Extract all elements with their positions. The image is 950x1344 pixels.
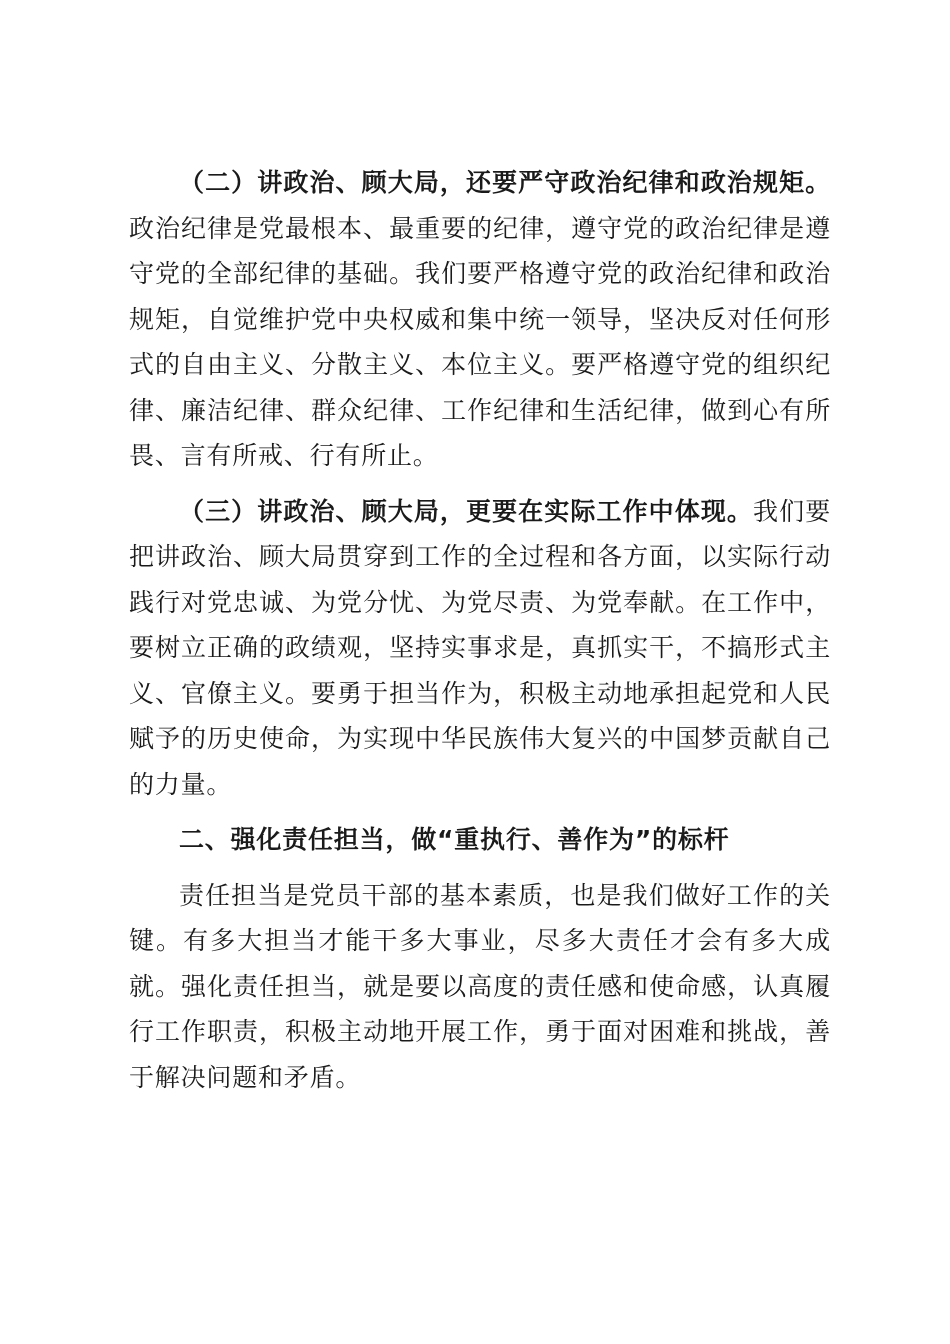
paragraph-body: 我们要把讲政治、顾大局贯穿到工作的全过程和各方面，以实际行动践行对党忠诚、为党分忧、为党尽责、为党奉献。在工作中，要树立正确的政绩观，坚持实事求是，真抓实干，不搞形式主义、官僚主义。要勇于担当作为，积极主动地承担起党和人民赋予的历史使命，为实现中华民族伟大复兴的中国梦贡献自己的力量。 xyxy=(129,496,831,799)
paragraph-lead: （二）讲政治、顾大局，还要严守政治纪律和政治规矩。 xyxy=(179,168,831,197)
paragraph-body: 政治纪律是党最根本、最重要的纪律，遵守党的政治纪律是遵守党的全部纪律的基础。我们要严格遵守党的政治纪律和政治规矩，自觉维护党中央权威和集中统一领导，坚决反对任何形式的自由主义、分散主义、本位主义。要严格遵守党的组织纪律、廉洁纪律、群众纪律、工作纪律和生活纪律，做到心有所畏、言有所戒、行有所止。 xyxy=(129,213,831,470)
section-heading: 二、强化责任担当，做“重执行、善作为”的标杆 xyxy=(179,825,730,854)
paragraph-responsibility: 责任担当是党员干部的基本素质，也是我们做好工作的关键。有多大担当才能干多大事业，尽多大责任才会有多大成就。强化责任担当，就是要以高度的责任感和使命感，认真履行工作职责，积极主动地开展工作，勇于面对困难和挑战，善于解决问题和矛盾。 xyxy=(129,880,831,1092)
paragraph-discipline xyxy=(129,160,831,479)
document-page xyxy=(129,160,831,1100)
paragraph-practice xyxy=(129,489,831,808)
paragraph-lead: （三）讲政治、顾大局，更要在实际工作中体现。 xyxy=(179,496,754,526)
